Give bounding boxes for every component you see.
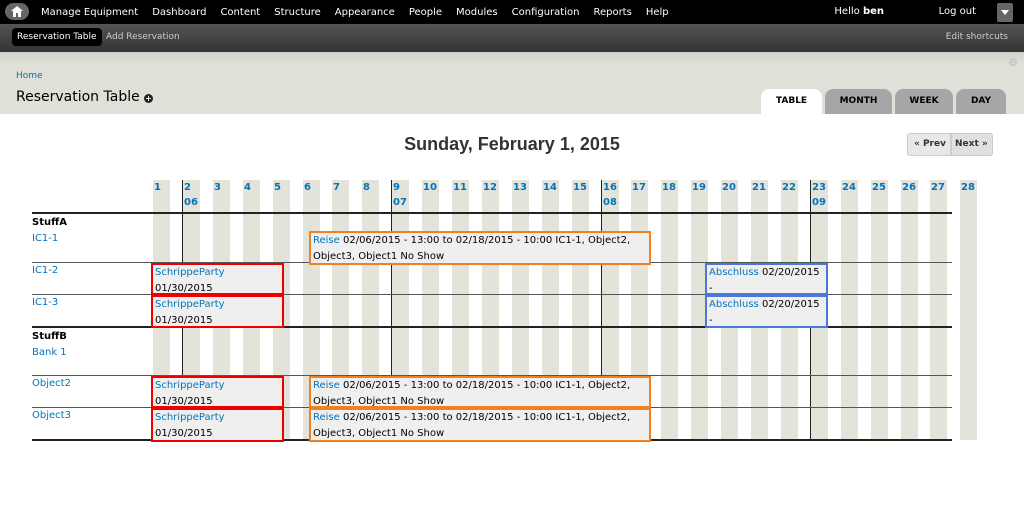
resource-ic1-2[interactable]: IC1-2 — [32, 265, 59, 276]
menu-modules[interactable]: Modules — [456, 6, 498, 18]
resource-ic1-3[interactable]: IC1-3 — [32, 297, 59, 308]
day-number-link[interactable]: 18 — [662, 182, 676, 193]
resource-object3[interactable]: Object3 — [32, 410, 71, 421]
day-number-link[interactable]: 26 — [902, 182, 916, 193]
event-schrippeparty[interactable] — [151, 408, 284, 442]
event-schrippeparty[interactable] — [151, 295, 284, 328]
week-number-link[interactable]: 06 — [184, 197, 198, 208]
edit-shortcuts-link[interactable]: Edit shortcuts — [945, 32, 1008, 42]
event-abschluss[interactable] — [705, 295, 828, 328]
gear-icon[interactable]: ⚙ — [1008, 56, 1018, 69]
event-text: 02/06/2015 - 13:00 to 02/18/2015 - 10:00 IC1-1, Object2, — [339, 235, 631, 246]
day-column — [871, 180, 888, 440]
admin-toolbar — [0, 0, 1024, 24]
day-number-link[interactable]: 15 — [573, 182, 587, 193]
shortcuts-toggle-icon[interactable] — [997, 3, 1013, 22]
event-abschluss[interactable] — [705, 263, 828, 295]
week-number-link[interactable]: 07 — [393, 197, 407, 208]
event-title-link[interactable]: SchrippeParty — [155, 412, 225, 423]
breadcrumb-home[interactable]: Home — [16, 71, 43, 81]
day-number-link[interactable]: 19 — [692, 182, 706, 193]
menu-content[interactable]: Content — [220, 6, 261, 18]
day-number-link[interactable]: 2 — [184, 182, 191, 193]
day-number-link[interactable]: 28 — [961, 182, 975, 193]
event-text: 02/20/2015 - — [709, 267, 820, 294]
tab-day[interactable]: DAY — [956, 89, 1006, 114]
event-text: Object3, Object1 No Show — [313, 428, 445, 439]
day-number-link[interactable]: 21 — [752, 182, 766, 193]
day-number-link[interactable]: 1 — [154, 182, 161, 193]
logout-link[interactable]: Log out — [938, 6, 976, 17]
day-column — [841, 180, 858, 440]
user-greeting — [834, 6, 884, 17]
day-number-link[interactable]: 14 — [543, 182, 557, 193]
event-title-link[interactable]: SchrippeParty — [155, 380, 225, 391]
menu-dashboard[interactable]: Dashboard — [152, 6, 207, 18]
event-text: 01/30/2015 — [155, 396, 213, 407]
menu-appearance[interactable]: Appearance — [334, 6, 395, 18]
event-reise[interactable] — [309, 231, 651, 265]
page-title: Reservation Table — [16, 89, 140, 105]
day-number-link[interactable]: 27 — [931, 182, 945, 193]
day-number-link[interactable]: 12 — [483, 182, 497, 193]
event-text: 02/06/2015 - 13:00 to 02/18/2015 - 10:00 IC1-1, Object2, — [339, 412, 631, 423]
day-column — [661, 180, 678, 440]
day-number-link[interactable]: 9 — [393, 182, 400, 193]
day-number-link[interactable]: 17 — [632, 182, 646, 193]
prev-button[interactable]: « Prev — [907, 133, 951, 156]
calendar-title: Sunday, February 1, 2015 — [404, 134, 620, 154]
event-schrippeparty[interactable] — [151, 263, 284, 295]
resource-object2[interactable]: Object2 — [32, 378, 71, 389]
event-title-link[interactable]: Abschluss — [709, 267, 759, 278]
tab-month[interactable]: MONTH — [825, 89, 892, 114]
day-number-link[interactable]: 22 — [782, 182, 796, 193]
event-text: 02/20/2015 - — [709, 299, 820, 326]
header-divider — [32, 212, 952, 214]
event-text: Object3, Object1 No Show — [313, 396, 445, 407]
event-reise[interactable] — [309, 408, 651, 442]
day-number-link[interactable]: 7 — [333, 182, 340, 193]
event-text: 01/30/2015 — [155, 315, 213, 326]
day-number-link[interactable]: 8 — [363, 182, 370, 193]
shortcut-add-reservation[interactable]: Add Reservation — [106, 32, 180, 42]
hello-text: Hello — [834, 6, 860, 17]
menu-reports[interactable]: Reports — [593, 6, 632, 18]
home-icon[interactable] — [5, 3, 29, 20]
resource-bank-1[interactable]: Bank 1 — [32, 347, 67, 358]
menu-configuration[interactable]: Configuration — [511, 6, 580, 18]
event-text: 02/06/2015 - 13:00 to 02/18/2015 - 10:00 IC1-1, Object2, — [339, 380, 631, 391]
day-number-link[interactable]: 23 — [812, 182, 826, 193]
shortcuts-bar — [0, 24, 1024, 52]
resource-ic1-1[interactable]: IC1-1 — [32, 233, 59, 244]
day-number-link[interactable]: 13 — [513, 182, 527, 193]
day-column — [930, 180, 947, 440]
add-shortcut-icon[interactable]: + — [145, 94, 152, 103]
event-title-link[interactable]: Reise — [313, 412, 340, 423]
day-number-link[interactable]: 20 — [722, 182, 736, 193]
menu-structure[interactable]: Structure — [274, 6, 321, 18]
next-button[interactable]: Next » — [951, 133, 993, 156]
event-title-link[interactable]: SchrippeParty — [155, 299, 225, 310]
event-title-link[interactable]: Reise — [313, 235, 340, 246]
username-link[interactable]: ben — [862, 6, 884, 17]
day-column — [901, 180, 918, 440]
menu-help[interactable]: Help — [645, 6, 669, 18]
menu-people[interactable]: People — [408, 6, 443, 18]
event-title-link[interactable]: Reise — [313, 380, 340, 391]
event-schrippeparty[interactable] — [151, 376, 284, 408]
toolbar-menu — [34, 0, 676, 24]
event-text: Object3, Object1 No Show — [313, 251, 445, 262]
day-number-link[interactable]: 25 — [872, 182, 886, 193]
group-label-stuffa: StuffA — [32, 217, 67, 228]
event-text: 01/30/2015 — [155, 283, 213, 294]
day-column — [960, 180, 977, 440]
tab-table[interactable]: TABLE — [761, 89, 822, 114]
group-label-stuffb: StuffB — [32, 331, 67, 342]
day-number-link[interactable]: 16 — [603, 182, 617, 193]
day-number-link[interactable]: 10 — [423, 182, 437, 193]
day-number-link[interactable]: 3 — [214, 182, 221, 193]
tab-week[interactable]: WEEK — [895, 89, 953, 114]
shortcut-reservation-table[interactable]: Reservation Table — [12, 28, 102, 46]
event-text: 01/30/2015 — [155, 428, 213, 439]
day-number-link[interactable]: 6 — [304, 182, 311, 193]
menu-manage-equipment[interactable]: Manage Equipment — [41, 6, 139, 18]
event-reise[interactable] — [309, 376, 651, 408]
day-number-link[interactable]: 11 — [453, 182, 467, 193]
week-number-link[interactable]: 08 — [603, 197, 617, 208]
day-number-link[interactable]: 4 — [244, 182, 251, 193]
event-title-link[interactable]: Abschluss — [709, 299, 759, 310]
day-number-link[interactable]: 5 — [274, 182, 281, 193]
week-number-link[interactable]: 09 — [812, 197, 826, 208]
day-number-link[interactable]: 24 — [842, 182, 856, 193]
event-title-link[interactable]: SchrippeParty — [155, 267, 225, 278]
